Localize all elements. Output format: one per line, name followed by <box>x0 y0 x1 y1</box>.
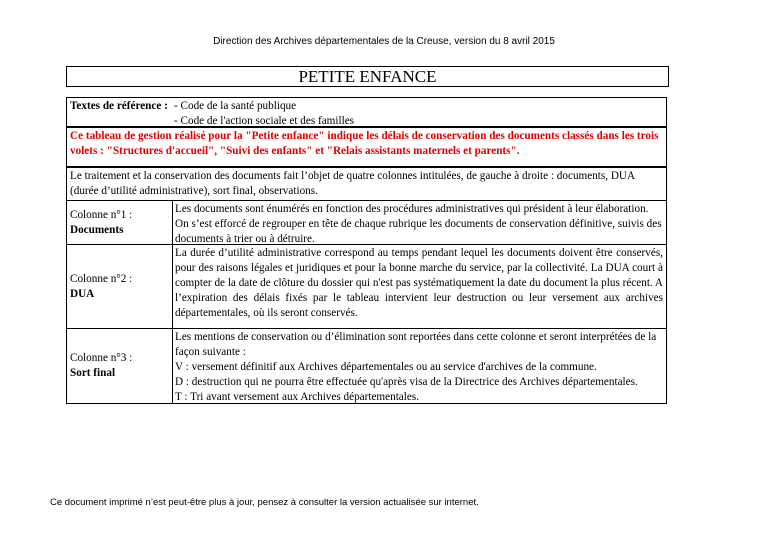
column-name: Sort final <box>70 367 116 379</box>
column-row-documents <box>66 201 667 245</box>
column-number: Colonne n°2 : <box>70 273 133 285</box>
column-name: DUA <box>70 288 95 300</box>
column-name: Documents <box>70 224 124 236</box>
intro-text: Ce tableau de gestion réalisé pour la "Petite enfance" indique les délais de conservation des documents classés dans les trois volets : "Structures d'accueil", "Suivi des enfants" et "Relais assistants maternels et parents". <box>66 127 667 167</box>
page-header: Direction des Archives départementales de la Creuse, version du 8 avril 2015 <box>213 36 555 47</box>
sort-final-line: V : versement définitif aux Archives départementales ou au service d'archives de la commune. <box>175 361 597 373</box>
column-number: Colonne n°1 : <box>70 209 133 221</box>
column-description <box>175 330 663 405</box>
column-label <box>70 272 132 302</box>
traitement-text: Le traitement et la conservation des documents fait l’objet de quatre colonnes intitulées, de gauche à droite : documents, DUA (durée d’utilité administrative), sort final, observations. <box>66 167 667 201</box>
reference-item: - Code de l'action sociale et des familles <box>174 115 355 127</box>
column-description: La durée d’utilité administrative correspond au temps pendant lequel les documents doivent être conservés, pour des raisons légales et juridiques et pour la bonne marche du service, par la collectivité. La DUA court à compter de la date de clôture du dossier qui n'est pas systématiquement la date du document la plus récent. A l’expiration des délais fixés par le tableau intervient leur destruction ou leur versement aux archives départementales, où ils seront conservés. <box>175 247 663 319</box>
column-row-sort-final <box>66 329 667 404</box>
page-title: PETITE ENFANCE <box>66 66 669 87</box>
column-label-cell <box>67 245 173 328</box>
sort-final-line: D : destruction qui ne pourra être effectuée qu'après visa de la Directrice des Archives départementales. <box>175 376 638 388</box>
column-row-dua <box>66 245 667 329</box>
references-label: Textes de référence : <box>70 100 168 112</box>
references-box <box>66 97 667 127</box>
column-description: Les documents sont énumérés en fonction des procédures administratives qui président à leur élaboration. On s’est efforcé de regrouper en tête de chaque rubrique les documents de conservation définitive, suivis des documents à trier ou à détruire. <box>175 203 662 245</box>
column-label-cell <box>67 329 173 403</box>
reference-item: - Code de la santé publique <box>174 100 297 112</box>
column-number: Colonne n°3 : <box>70 352 133 364</box>
column-label <box>70 351 132 381</box>
page-footer: Ce document imprimé n’est peut-être plus à jour, pensez à consulter la version actualisée sur internet. <box>50 497 479 508</box>
column-label-cell <box>67 201 173 244</box>
sort-final-line: T : Tri avant versement aux Archives départementales. <box>175 391 419 403</box>
sort-final-line: Les mentions de conservation ou d’élimination sont reportées dans cette colonne et seront interprétées de la façon suivante : <box>175 331 657 358</box>
references-list <box>174 99 354 129</box>
column-label <box>70 208 132 238</box>
